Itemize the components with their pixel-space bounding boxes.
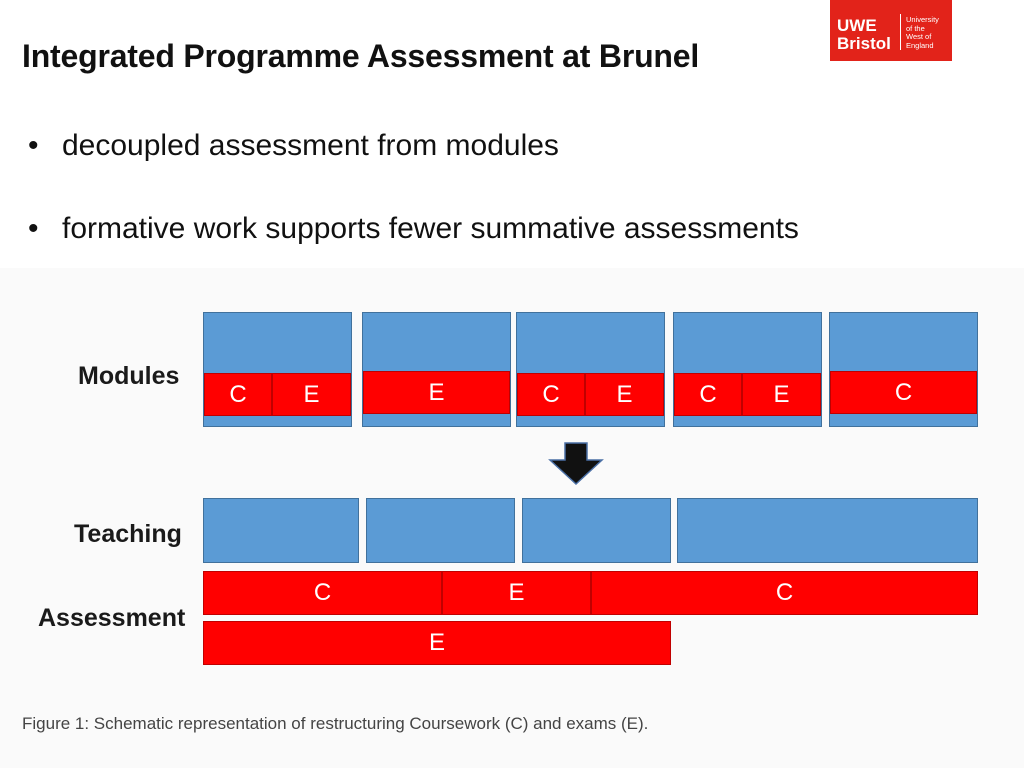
logo-word-bristol: Bristol xyxy=(837,34,891,53)
module-coursework: C xyxy=(674,373,742,416)
assessment-exam: E xyxy=(442,571,591,615)
label-assessment: Assessment xyxy=(38,604,186,632)
logo-small-1: University xyxy=(906,15,939,24)
bullet-text: formative work supports fewer summative assessments xyxy=(62,212,799,245)
module-exam: E xyxy=(363,371,510,414)
logo-divider xyxy=(900,14,901,50)
uwe-bristol-logo xyxy=(830,0,952,61)
module-exam: E xyxy=(742,373,821,416)
teaching-block xyxy=(203,498,359,563)
label-teaching: Teaching xyxy=(74,520,182,548)
module-coursework: C xyxy=(517,373,585,416)
module-coursework: C xyxy=(204,373,272,416)
bullet-dot: • xyxy=(28,129,39,162)
bullet-item xyxy=(28,211,799,247)
bullet-item xyxy=(28,128,799,164)
bullet-dot: • xyxy=(28,212,39,245)
page-title: Integrated Programme Assessment at Brunel xyxy=(22,38,700,74)
logo-word-uwe: UWE xyxy=(837,16,877,35)
logo-small-3: West of xyxy=(906,32,932,41)
teaching-block xyxy=(522,498,671,563)
figure-caption: Figure 1: Schematic representation of restructuring Coursework (C) and exams (E). xyxy=(22,714,649,733)
assessment-coursework: C xyxy=(203,571,442,615)
module-coursework: C xyxy=(830,371,977,414)
logo-small-4: England xyxy=(906,40,934,50)
assessment-exam: E xyxy=(203,621,671,665)
teaching-block xyxy=(366,498,515,563)
label-modules: Modules xyxy=(78,362,180,390)
teaching-block xyxy=(677,498,978,563)
assessment-coursework: C xyxy=(591,571,978,615)
bullet-text: decoupled assessment from modules xyxy=(62,129,559,162)
logo-small-2: of the xyxy=(906,23,925,33)
module-exam: E xyxy=(272,373,351,416)
down-arrow-icon xyxy=(548,442,604,486)
module-exam: E xyxy=(585,373,664,416)
